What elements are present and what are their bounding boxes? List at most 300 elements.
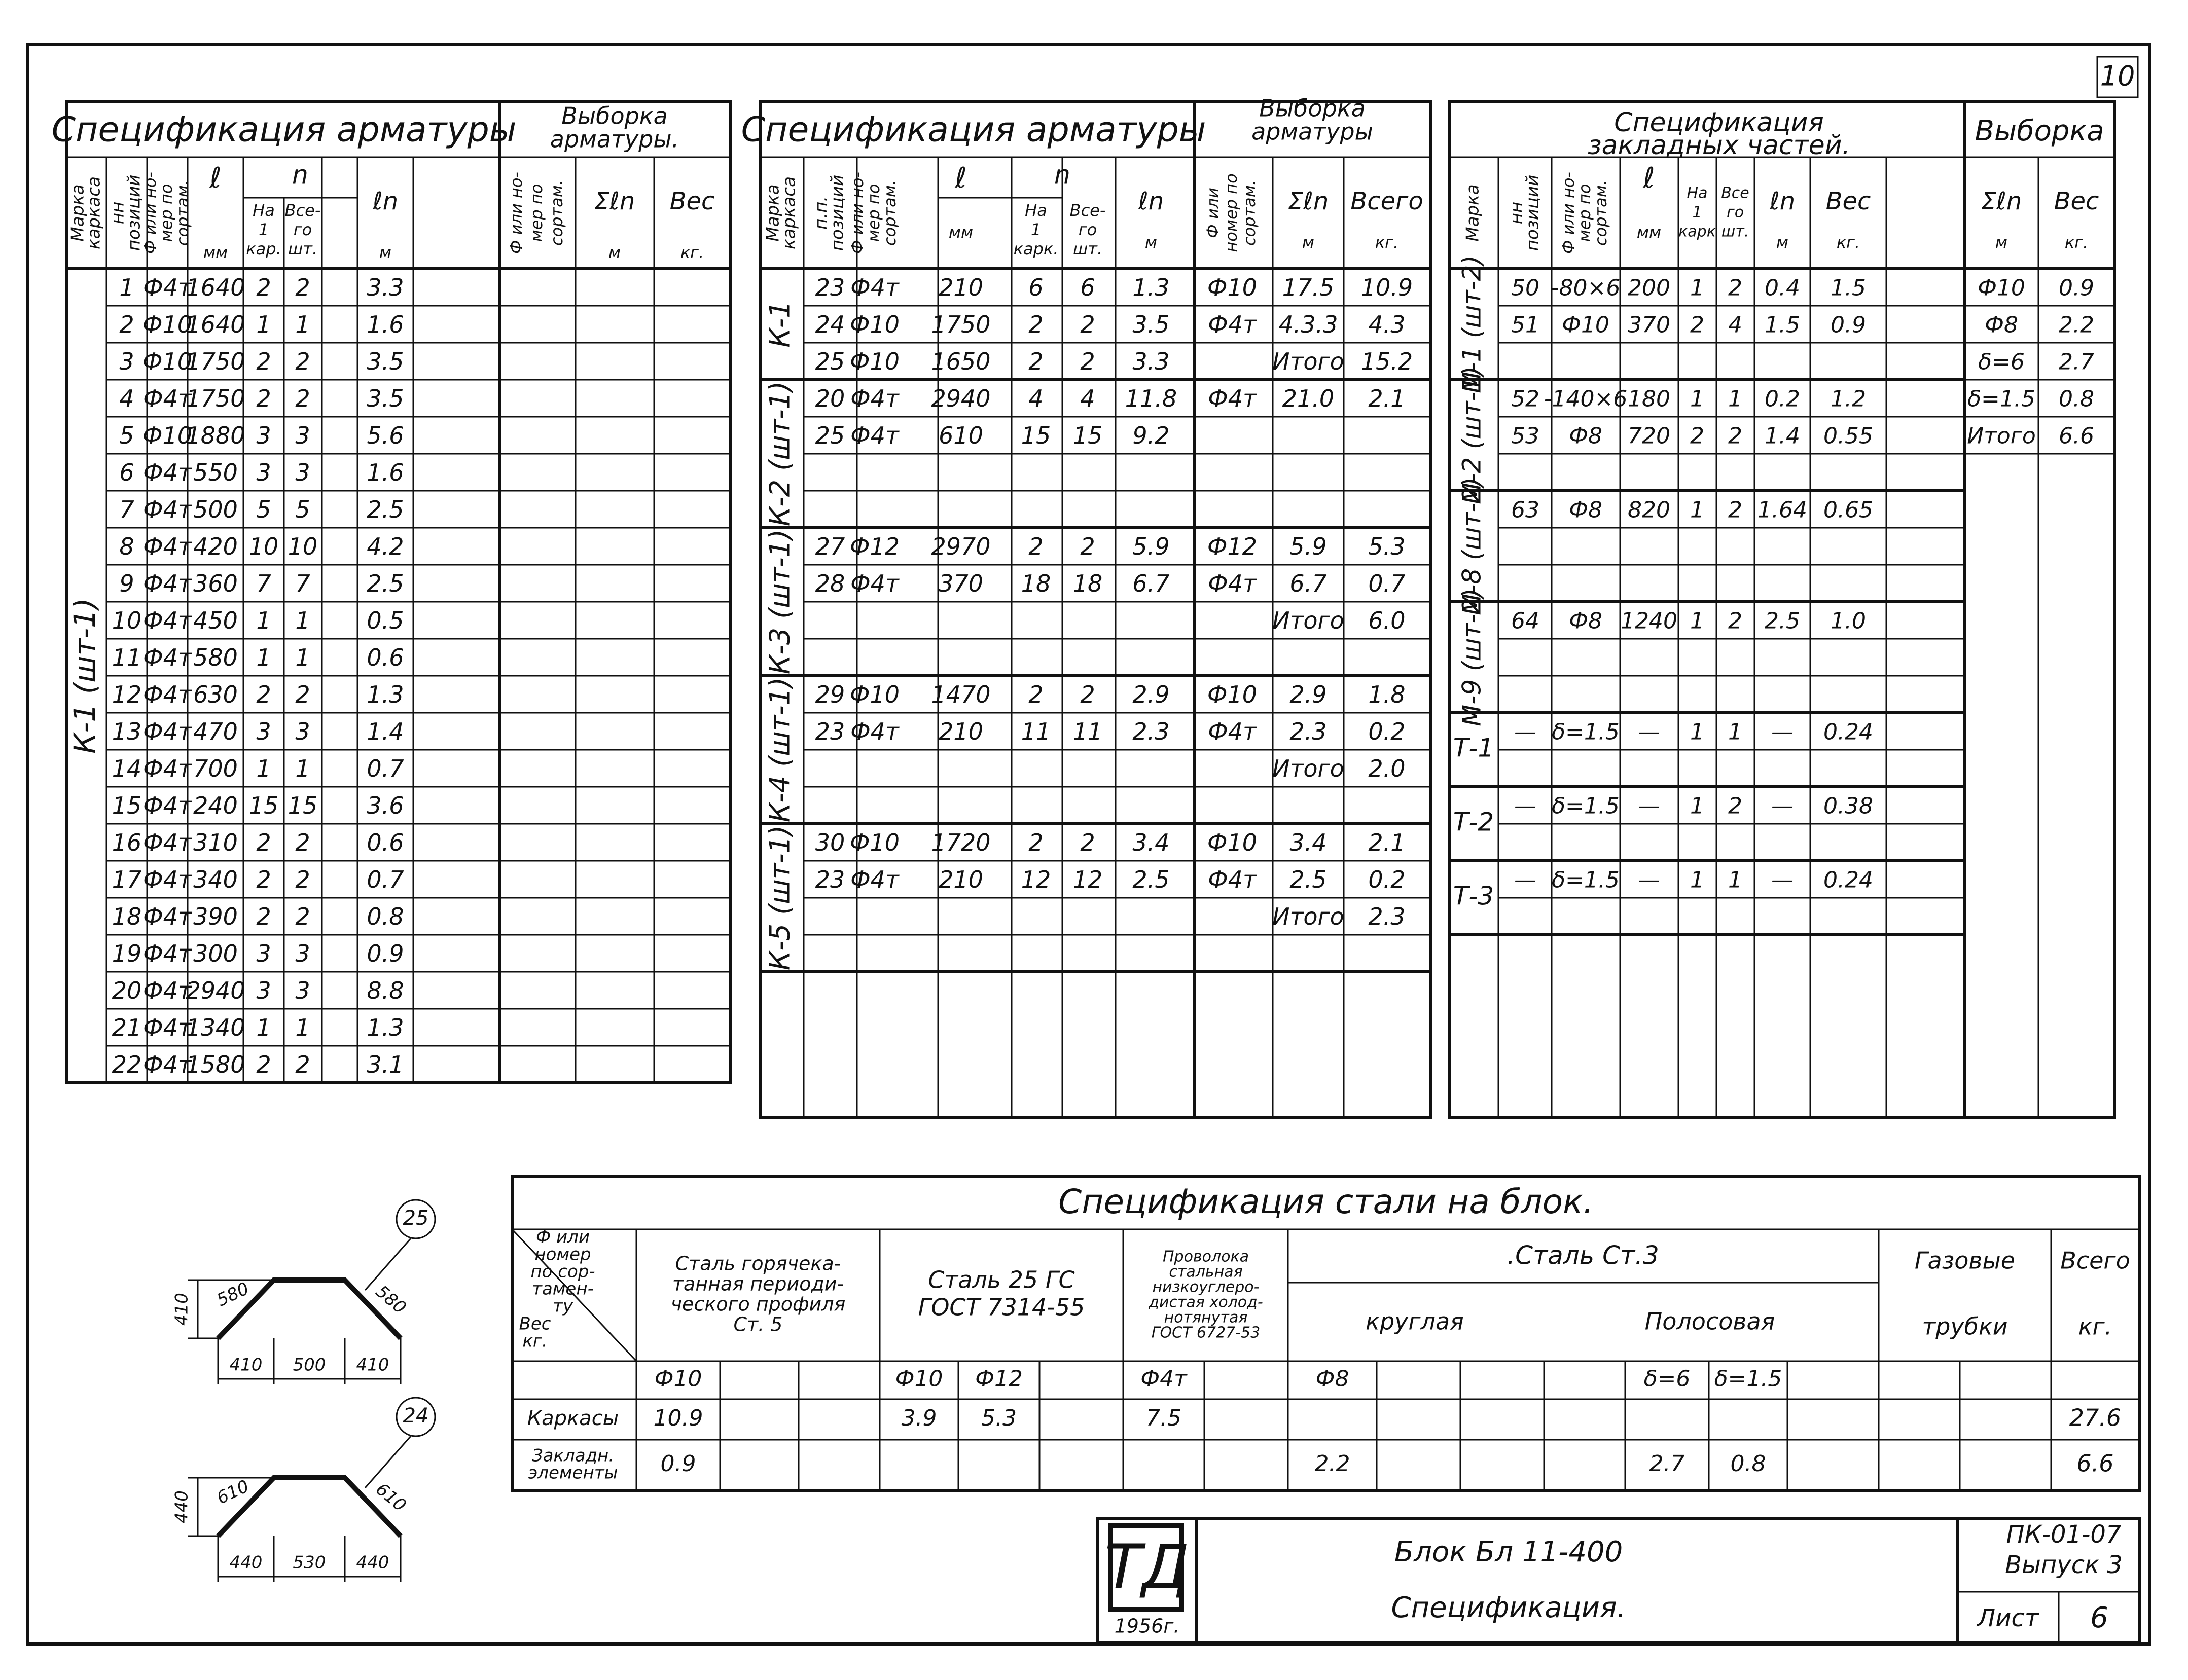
cell: 1720 (931, 829, 991, 856)
cell: 0.5 (367, 607, 404, 634)
cell: 610 (939, 422, 983, 449)
cell: 3.5 (1132, 311, 1170, 338)
group-label: К-2 (шт-1) (764, 381, 796, 527)
title-block (1098, 1518, 2140, 1642)
cell: 2.2 (1314, 1451, 1350, 1477)
cell: Ф4т (143, 533, 192, 560)
row-label: элементы (528, 1463, 618, 1483)
table-title: Спецификация (1614, 107, 1824, 138)
cell: 420 (193, 533, 238, 560)
header-count-total: го (293, 220, 312, 239)
header-selection-diameter: мер по (527, 184, 546, 242)
cell: 1 (1728, 867, 1742, 893)
cell: 500 (193, 496, 238, 523)
header-count-total: Все- (1069, 201, 1106, 220)
table-title: Спецификация арматуры (741, 109, 1206, 150)
cell: — (1771, 793, 1794, 819)
group-label: Ст. 5 (733, 1313, 783, 1336)
cell: 3 (295, 718, 310, 745)
cell: 1 (1690, 386, 1704, 412)
cell: Ф10 (849, 681, 900, 708)
cell: 0.24 (1823, 867, 1873, 893)
cell: 10.9 (653, 1405, 703, 1431)
cell: 2 (256, 681, 271, 708)
header-count-per-frame: На (1025, 201, 1047, 220)
cell: 1.8 (1368, 681, 1406, 708)
cell: 0.55 (1823, 423, 1873, 449)
cell: 720 (1628, 423, 1670, 449)
cell: Ф10 (142, 422, 193, 449)
cell: 1.64 (1757, 497, 1807, 523)
cell: 2.9 (1132, 681, 1170, 708)
cell: 2 (1080, 348, 1095, 375)
header-weight: Вес (1825, 187, 1871, 215)
size-cell: Ф8 (1315, 1366, 1349, 1392)
diagonal-header-top: ту (553, 1296, 573, 1317)
stamp-code: ПК-01-07 (2006, 1520, 2122, 1549)
cell: 2 (1028, 829, 1044, 856)
diagonal-header-top: по сор- (530, 1261, 595, 1282)
cell: 16 (112, 829, 142, 856)
cell: 2 (1080, 533, 1095, 560)
cell: Ф8 (1569, 423, 1602, 449)
cell: 2 (1728, 423, 1742, 449)
cell: Ф4т (143, 792, 192, 819)
cell: Ф4т (143, 1051, 192, 1078)
cell: 3 (256, 422, 271, 449)
cell: 18 (112, 903, 142, 930)
dimension-side: 580 (372, 1281, 410, 1319)
cell: 2.3 (1289, 718, 1327, 745)
cell: 0.65 (1823, 497, 1873, 523)
cell: 18 (1072, 570, 1103, 597)
cell: 1650 (931, 348, 991, 375)
cell: 1.3 (367, 1014, 404, 1041)
cell: Ф4т (143, 385, 192, 412)
cell: 29 (815, 681, 845, 708)
cell: 1 (1728, 719, 1742, 745)
cell: 1.2 (1831, 386, 1866, 412)
cell: 2 (256, 385, 271, 412)
header-selection-weight: Вес (2054, 187, 2099, 215)
cell: 1 (1690, 275, 1704, 301)
header-length-unit: мм (948, 223, 974, 242)
group-label: ГОСТ 6727-53 (1151, 1324, 1261, 1342)
header-length-total-unit: м (1144, 233, 1158, 252)
cell: 630 (193, 681, 238, 708)
cell: 0.8 (2059, 386, 2094, 412)
group-label: К-1 (764, 301, 796, 348)
cell: 0.9 (1831, 312, 1866, 338)
cell: 1 (256, 755, 271, 782)
size-cell: Ф4т (1140, 1366, 1187, 1392)
cell: 3.3 (367, 274, 404, 301)
cell: 2.5 (1132, 866, 1170, 893)
header-selection-length-unit: м (1302, 233, 1315, 252)
cell: 10 (112, 607, 142, 634)
cell: 2 (1028, 533, 1044, 560)
stamp-sheet-label: Лист (1977, 1604, 2039, 1632)
cell: 2 (256, 274, 271, 301)
cell: 8 (119, 533, 134, 560)
cell: 6.0 (1368, 607, 1406, 634)
cell: Ф4т (850, 385, 899, 412)
cell: Ф10 (1207, 681, 1258, 708)
cell: 450 (193, 607, 238, 634)
group-label: М-9 (шт-2) (1457, 588, 1487, 726)
header-count-total: шт. (1072, 239, 1103, 259)
dimension-side: 610 (213, 1476, 253, 1509)
cell: 13 (112, 718, 142, 745)
cell: 17 (112, 866, 142, 893)
group-label: М-8 (шт-2) (1457, 477, 1487, 615)
cell: 1240 (1621, 608, 1677, 634)
header-mark: Марка (1462, 184, 1483, 242)
group-label: К-1 (шт-1) (67, 598, 102, 754)
group-label: Т-2 (1453, 807, 1494, 837)
td-logo: ТД (1104, 1532, 1190, 1603)
cell: 22 (112, 1051, 142, 1078)
cell: 1 (1728, 386, 1742, 412)
header-selection-diameter: Ф или (1203, 188, 1223, 238)
cell: 25 (815, 348, 845, 375)
cell: 3 (295, 940, 310, 967)
diagonal-header-top: Ф или (535, 1227, 590, 1248)
cell: 21 (112, 1014, 142, 1041)
cell: 15 (1021, 422, 1051, 449)
cell: 2 (295, 903, 310, 930)
bar-bend-sketch (172, 1398, 436, 1582)
header-mark: каркаса (84, 176, 104, 249)
cell: 4 (1728, 312, 1742, 338)
cell: 17.5 (1282, 274, 1335, 301)
cell: 2 (1728, 275, 1742, 301)
cell: 1.4 (1765, 423, 1800, 449)
stamp-year: 1956г. (1114, 1615, 1180, 1637)
header-diameter: сортам. (880, 179, 900, 246)
cell: 7.5 (1146, 1405, 1181, 1431)
cell: 2.1 (1368, 385, 1406, 412)
cell: 0.8 (367, 903, 404, 930)
cell: 1.3 (367, 681, 404, 708)
header-position: нн (1506, 201, 1527, 225)
cell: 6.7 (1289, 570, 1327, 597)
cell: 23 (815, 718, 845, 745)
size-cell: δ=1.5 (1714, 1366, 1782, 1392)
cell: Ф8 (1569, 497, 1602, 523)
cell: 2 (1028, 348, 1044, 375)
table-steel-spec (512, 1176, 2140, 1490)
header-count-per-frame: 1 (1030, 220, 1042, 239)
cell: 2 (1080, 829, 1095, 856)
cell: 0.9 (660, 1451, 696, 1477)
row-total: 6.6 (2076, 1449, 2114, 1477)
group-label: .Сталь Ст.3 (1507, 1240, 1659, 1270)
cell: Ф4т (1208, 311, 1257, 338)
position-tag: 24 (403, 1404, 429, 1428)
header-diameter: мер по (864, 184, 883, 242)
cell: 15 (1072, 422, 1103, 449)
header-length-total: ℓn (1138, 187, 1164, 215)
cell: 3 (256, 718, 271, 745)
cell: 2 (1028, 681, 1044, 708)
cell: Ф8 (1985, 312, 2018, 338)
cell: 7 (256, 570, 271, 597)
cell: Ф10 (1562, 312, 1609, 338)
cell: — (1638, 793, 1660, 819)
cell: 1 (1690, 793, 1704, 819)
cell: — (1638, 867, 1660, 893)
cell: 360 (193, 570, 238, 597)
cell: 2 (295, 1051, 310, 1078)
cell: 370 (939, 570, 983, 597)
cell: Ф10 (849, 348, 900, 375)
stamp-subtitle: Спецификация. (1391, 1591, 1626, 1625)
cell: 30 (815, 829, 845, 856)
group-label: трубки (1922, 1312, 2008, 1340)
cell: — (1514, 867, 1536, 893)
cell: 2 (1728, 497, 1742, 523)
header-count-per-frame: На (253, 201, 275, 220)
cell: Ф4т (850, 718, 899, 745)
cell: 1.6 (367, 311, 404, 338)
cell: 12 (1021, 866, 1051, 893)
cell: Ф4т (1208, 385, 1257, 412)
cell: 15 (112, 792, 142, 819)
cell: 1640 (186, 274, 245, 301)
cell: 3.4 (1289, 829, 1327, 856)
cell: 64 (1511, 608, 1539, 634)
table-embedded-parts (1449, 101, 2114, 1118)
cell: 10 (288, 533, 318, 560)
header-selection-weight-unit: кг. (1375, 233, 1399, 252)
cell: Ф4т (850, 422, 899, 449)
cell: 7 (295, 570, 310, 597)
cell: 28 (815, 570, 845, 597)
stamp-title: Блок Бл 11-400 (1394, 1536, 1623, 1569)
cell: 5.3 (981, 1405, 1017, 1431)
cell: 4 (119, 385, 134, 412)
cell: 1 (256, 644, 271, 671)
cell: 23 (815, 866, 845, 893)
header-length-unit: мм (1636, 223, 1662, 242)
cell: 8.8 (367, 977, 404, 1004)
header-length-unit: мм (203, 243, 228, 262)
group-label: ческого профиля (670, 1293, 846, 1316)
cell: Ф4т (143, 681, 192, 708)
cell: 2.5 (1765, 608, 1800, 634)
cell: 1 (1690, 497, 1704, 523)
cell: 4.3.3 (1278, 311, 1338, 338)
header-mark: Марка (763, 184, 783, 242)
cell: 6.6 (2059, 423, 2094, 449)
group-label: Сталь горячека- (675, 1252, 841, 1275)
cell: 2 (119, 311, 134, 338)
header-weight-unit: кг. (1836, 233, 1860, 252)
cell: Ф12 (1207, 533, 1258, 560)
cell: 2 (1028, 311, 1044, 338)
cell: 2.5 (367, 570, 404, 597)
dimension-height: 440 (171, 1490, 192, 1523)
header-count-total: шт. (1721, 223, 1749, 241)
size-cell: Ф12 (975, 1366, 1023, 1392)
cell: 1.0 (1831, 608, 1866, 634)
cell: — (1771, 867, 1794, 893)
group-label: М-2 (шт-1) (1457, 366, 1487, 504)
cell: 5 (256, 496, 271, 523)
cell: -80×6 (1551, 275, 1621, 301)
cell: 240 (193, 792, 238, 819)
header-count-total: Все- (284, 201, 321, 220)
cell: Ф10 (1207, 274, 1258, 301)
cell: 2 (256, 348, 271, 375)
table-armature-2 (741, 95, 1431, 1118)
header-length: ℓ (209, 162, 222, 195)
header-count-per-frame: кар. (246, 239, 281, 259)
sheet-number: 10 (2100, 60, 2135, 92)
cell: δ=6 (1978, 349, 2025, 375)
cell: 2.7 (2059, 349, 2094, 375)
cell: 0.2 (1368, 866, 1406, 893)
cell: 2 (295, 829, 310, 856)
group-label: нотянутая (1164, 1308, 1248, 1327)
header-selection-length: Σℓn (1287, 187, 1329, 215)
cell: 0.7 (367, 866, 404, 893)
cell: — (1514, 793, 1536, 819)
cell: 5.9 (1289, 533, 1327, 560)
header-diameter: Ф или но- (1559, 172, 1578, 254)
cell: 2.2 (2059, 312, 2094, 338)
cell: — (1514, 719, 1536, 745)
cell: 2.7 (1649, 1451, 1685, 1477)
cell: 4 (1080, 385, 1095, 412)
cell: 2 (256, 903, 271, 930)
header-length-total-unit: м (379, 243, 392, 262)
cell: 9.2 (1132, 422, 1170, 449)
cell: 11 (1072, 718, 1103, 745)
cell: 52 (1511, 386, 1539, 412)
cell: 3.6 (367, 792, 404, 819)
cell: Ф4т (143, 607, 192, 634)
header-selection-length: Σℓn (1981, 187, 2022, 215)
cell: 14 (112, 755, 142, 782)
cell: 19 (112, 940, 142, 967)
header-length-total-unit: м (1776, 233, 1789, 252)
cell: 20 (815, 385, 845, 412)
cell: 4.3 (1368, 311, 1406, 338)
cell: 2.9 (1289, 681, 1327, 708)
header-selection-diameter: номер по (1222, 173, 1241, 252)
group-label: Газовые (1914, 1247, 2016, 1274)
header-count-per-frame: 1 (1692, 203, 1702, 222)
cell: 1.4 (367, 718, 404, 745)
cell: 210 (939, 274, 983, 301)
cell: 1 (295, 1014, 310, 1041)
cell: Ф4т (143, 718, 192, 745)
cell: 3 (295, 977, 310, 1004)
cell: 11.8 (1125, 385, 1177, 412)
cell: 1 (295, 755, 310, 782)
cell: 1640 (186, 311, 245, 338)
cell: 23 (815, 274, 845, 301)
cell: Ф4т (143, 1014, 192, 1041)
cell: 0.9 (367, 940, 404, 967)
cell: Ф4т (143, 977, 192, 1004)
cell: 1470 (931, 681, 991, 708)
header-mark: Марка (67, 184, 88, 242)
cell: 2.1 (1368, 829, 1406, 856)
header-selection-diameter: сортам. (1240, 179, 1259, 246)
cell: Ф4т (143, 903, 192, 930)
cell: 310 (193, 829, 238, 856)
cell: 11 (1021, 718, 1051, 745)
size-cell: Ф10 (895, 1366, 943, 1392)
cell: Ф4т (143, 866, 192, 893)
cell: Ф4т (143, 496, 192, 523)
group-label: Т-3 (1453, 881, 1494, 911)
cell: 25 (815, 422, 845, 449)
cell: 3.9 (901, 1405, 937, 1431)
table-armature-1 (52, 101, 730, 1083)
dimension-height: 410 (171, 1293, 192, 1326)
cell: 50 (1511, 275, 1539, 301)
cell: 1750 (186, 348, 245, 375)
header-count: n (292, 160, 308, 190)
size-cell: Ф10 (654, 1366, 702, 1392)
cell: 1.3 (1132, 274, 1170, 301)
group-label: круглая (1366, 1307, 1464, 1335)
cell: 10.9 (1360, 274, 1413, 301)
cell: 6 (119, 459, 134, 486)
header-diameter: мер по (1575, 184, 1594, 242)
cell: 1 (119, 274, 134, 301)
cell: 370 (1628, 312, 1670, 338)
cell: 3.3 (1132, 348, 1170, 375)
header-position: позиций (1522, 174, 1543, 251)
cell: 1 (295, 311, 310, 338)
dimension: 440 (356, 1552, 389, 1573)
group-label: Всего (2060, 1247, 2130, 1274)
header-diameter: Ф или но- (848, 172, 867, 254)
group-label: Проволока (1162, 1248, 1249, 1266)
cell: 2970 (931, 533, 991, 560)
cell: 2 (295, 348, 310, 375)
cell: Ф4т (850, 866, 899, 893)
cell: Ф4т (143, 940, 192, 967)
cell: 18 (1021, 570, 1051, 597)
cell: 1 (295, 607, 310, 634)
cell: Ф10 (1207, 829, 1258, 856)
cell: 6.7 (1132, 570, 1170, 597)
group-label: кг. (2078, 1312, 2112, 1340)
cell: 3.5 (367, 348, 404, 375)
cell: Ф12 (849, 533, 900, 560)
cell: 210 (939, 866, 983, 893)
cell: 2.3 (1368, 903, 1406, 930)
header-length: ℓ (1643, 162, 1655, 195)
header-count: n (1054, 160, 1070, 190)
cell: 3 (256, 459, 271, 486)
cell: -140×6 (1544, 386, 1628, 412)
selection-title: Выборка (561, 102, 668, 130)
cell: δ=1.5 (1552, 719, 1620, 745)
cell: Ф4т (850, 274, 899, 301)
header-selection-length-unit: м (1995, 233, 2008, 252)
cell: 2 (256, 1051, 271, 1078)
group-label: дистая холод- (1149, 1293, 1263, 1311)
cell: Ф4т (143, 274, 192, 301)
diagonal-header-top: тамен- (532, 1279, 594, 1299)
